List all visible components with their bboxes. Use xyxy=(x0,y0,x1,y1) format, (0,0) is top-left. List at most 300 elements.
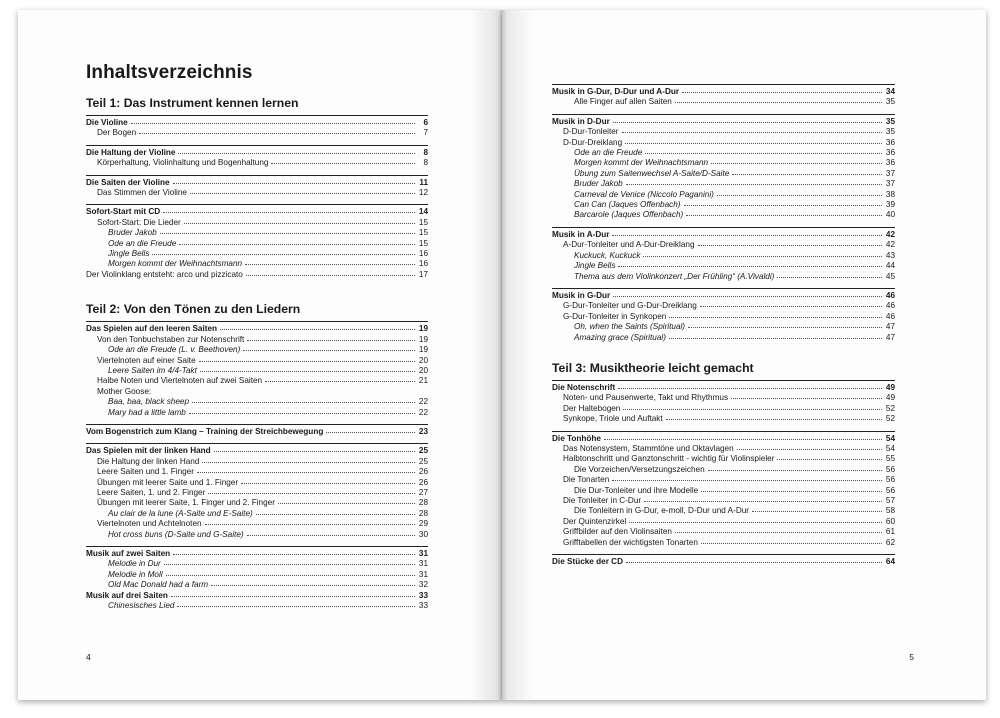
dot-leader xyxy=(189,413,415,414)
dot-leader xyxy=(247,340,415,341)
dot-leader xyxy=(688,327,882,328)
toc-entry-page: 26 xyxy=(418,467,428,477)
section-part-3 xyxy=(552,361,895,568)
toc-entry xyxy=(86,478,428,488)
dot-leader xyxy=(686,215,882,216)
toc-entry-page: 30 xyxy=(418,529,428,539)
dot-leader xyxy=(675,102,882,103)
toc-entry xyxy=(86,397,428,407)
toc-entry-page: 8 xyxy=(423,147,428,157)
dot-leader xyxy=(177,606,415,607)
toc-chapter-entry xyxy=(86,148,428,158)
toc-entry-page: 37 xyxy=(885,179,895,189)
page-number: 4 xyxy=(86,652,91,662)
dot-leader xyxy=(179,244,415,245)
toc-entry-page: 58 xyxy=(885,506,895,516)
toc-entry-page: 27 xyxy=(418,487,428,497)
toc-group xyxy=(86,424,428,437)
toc-entry-title: Körperhaltung, Violinhaltung und Bogenhaltung xyxy=(97,158,269,168)
dot-leader xyxy=(675,532,882,533)
toc-entry-title: Übungen mit leerer Saite, 1. Finger und 2. Finger xyxy=(97,498,275,508)
toc-entry-title: Melodie in Moll xyxy=(108,569,163,579)
toc-group xyxy=(552,431,895,548)
toc-entry-page: 62 xyxy=(885,537,895,547)
toc-entry-title: Musik in D-Dur xyxy=(552,116,610,126)
toc-entry-page: 55 xyxy=(885,454,895,464)
dot-leader xyxy=(613,296,882,297)
toc-entry xyxy=(552,538,895,548)
toc-entry-page: 49 xyxy=(885,393,895,403)
toc-entry-title: Sofort-Start mit CD xyxy=(86,207,161,217)
toc-entry-page: 23 xyxy=(418,426,428,436)
toc-group xyxy=(86,443,428,540)
toc-entry-page: 39 xyxy=(885,200,895,210)
dot-leader xyxy=(612,235,882,236)
toc-entry-page: 52 xyxy=(885,403,895,413)
open-book xyxy=(18,10,986,700)
toc-entry-title: Hot cross buns (D-Saite und G-Saite) xyxy=(108,529,244,539)
toc-entry-page: 20 xyxy=(418,355,428,365)
toc-entry-title: Synkope, Triole und Auftakt xyxy=(563,414,663,424)
toc-entry xyxy=(552,127,895,137)
toc-entry-page: 19 xyxy=(418,324,428,334)
toc-entry-page: 47 xyxy=(885,322,895,332)
dot-leader xyxy=(256,514,415,515)
dot-leader xyxy=(717,195,882,196)
toc-entry-title: Musik in G-Dur, D-Dur und A-Dur xyxy=(552,87,680,96)
toc-entry-title: Halbtonschritt und Ganztonschritt - wichtig für Violinspieler xyxy=(563,454,775,464)
toc-entry-page: 46 xyxy=(885,311,895,321)
toc-chapter-entry xyxy=(86,178,428,188)
dot-leader xyxy=(211,585,415,586)
dot-leader xyxy=(623,409,882,410)
toc-entry-title: Das Stimmen der Violine xyxy=(97,188,187,198)
toc-entry-page: 34 xyxy=(885,87,895,96)
toc-entry-page: 25 xyxy=(418,456,428,466)
toc-entry-page: 47 xyxy=(885,332,895,342)
toc-entry xyxy=(86,335,428,345)
dot-leader xyxy=(708,470,882,471)
toc-entry-title: Old Mac Donald had a farm xyxy=(108,580,209,590)
toc-entry-page: 28 xyxy=(418,508,428,518)
dot-leader xyxy=(626,562,882,563)
left-page xyxy=(18,10,502,700)
toc-entry xyxy=(552,272,895,282)
toc-group xyxy=(552,114,895,221)
dot-leader xyxy=(711,163,882,164)
toc-group xyxy=(86,204,428,280)
dot-leader xyxy=(199,361,415,362)
toc-entry-title: Die Violine xyxy=(86,118,128,127)
dot-leader xyxy=(326,432,415,433)
toc-entry-page: 40 xyxy=(885,210,895,220)
toc-entry-page: 19 xyxy=(418,345,428,355)
toc-group xyxy=(552,288,895,343)
toc-entry-page: 60 xyxy=(885,516,895,526)
dot-leader xyxy=(666,419,882,420)
dot-leader xyxy=(184,223,415,224)
toc-entry-page: 29 xyxy=(418,519,428,529)
toc-entry-page: 52 xyxy=(885,414,895,424)
dot-leader xyxy=(205,524,415,525)
toc-entry-title: Die Haltung der Violine xyxy=(86,147,176,157)
toc-entry-page: 36 xyxy=(885,148,895,158)
toc-entry-page: 8 xyxy=(423,158,428,168)
dot-leader xyxy=(202,462,415,463)
left-page-content xyxy=(86,62,428,633)
toc-group xyxy=(86,145,428,169)
dot-leader xyxy=(220,329,415,330)
toc-entry-title: A-Dur-Tonleiter und A-Dur-Dreiklang xyxy=(563,240,695,250)
toc-entry xyxy=(86,601,428,611)
toc-group xyxy=(552,554,895,567)
toc-entry xyxy=(86,519,428,529)
toc-entry-page: 64 xyxy=(885,557,895,567)
section-part-1 xyxy=(86,96,428,280)
toc-entry-title: Die Saiten der Violine xyxy=(86,177,170,187)
toc-chapter-entry xyxy=(552,291,895,301)
toc-entry xyxy=(86,345,428,355)
dot-leader xyxy=(246,275,415,276)
toc-entry-page: 16 xyxy=(418,249,428,259)
toc-entry xyxy=(552,97,895,107)
dot-leader xyxy=(178,153,415,154)
toc-chapter-entry xyxy=(86,324,428,334)
toc-group xyxy=(86,175,428,199)
toc-chapter-entry xyxy=(86,207,428,217)
toc-entry-page: 45 xyxy=(885,271,895,281)
toc-entry-title: Ode an die Freude xyxy=(574,148,643,158)
toc-entry xyxy=(552,200,895,210)
toc-title: Inhaltsverzeichnis xyxy=(86,62,253,83)
toc-entry-page: 22 xyxy=(418,407,428,417)
toc-entry-title: Griffbilder auf den Violinsaiten xyxy=(563,527,672,537)
toc-chapter-entry xyxy=(86,591,428,601)
toc-entry-page: 36 xyxy=(885,158,895,168)
dot-leader xyxy=(192,402,415,403)
toc-entry-page: 35 xyxy=(885,127,895,137)
toc-entry-page: 56 xyxy=(885,464,895,474)
toc-group xyxy=(86,546,428,611)
toc-entry-title: Grifftabellen der wichtigsten Tonarten xyxy=(563,537,698,547)
toc-entry xyxy=(86,509,428,519)
toc-entry-title: Au clair de la lune (A-Saite und E-Saite) xyxy=(108,508,253,518)
toc-entry xyxy=(86,356,428,366)
toc-entry-title: Carneval de Venice (Niccolo Paganini) xyxy=(574,189,714,199)
toc-entry-page: 17 xyxy=(418,269,428,279)
dot-leader xyxy=(682,92,882,93)
dot-leader xyxy=(200,371,415,372)
dot-leader xyxy=(190,193,415,194)
toc-entry-title: Von den Tonbuchstaben zur Notenschrift xyxy=(97,334,245,344)
section-part-2 xyxy=(86,302,428,611)
toc-entry-page: 32 xyxy=(418,580,428,590)
toc-chapter-entry xyxy=(86,446,428,456)
toc-entry-page: 19 xyxy=(418,334,428,344)
dot-leader xyxy=(737,449,882,450)
toc-entry-title: Mary had a little lamb xyxy=(108,407,186,417)
dot-leader xyxy=(645,153,882,154)
dot-leader xyxy=(612,480,882,481)
toc-entry-title: Musik auf drei Saiten xyxy=(86,590,168,600)
toc-entry-page: 35 xyxy=(885,116,895,126)
toc-entry-page: 25 xyxy=(418,446,428,456)
toc-entry xyxy=(86,228,428,238)
toc-entry-title: Oh, when the Saints (Spiritual) xyxy=(574,322,686,332)
toc-entry-title: Morgen kommt der Weihnachtsmann xyxy=(108,259,243,269)
dot-leader xyxy=(245,264,415,265)
toc-entry-page: 26 xyxy=(418,477,428,487)
dot-leader xyxy=(164,564,415,565)
toc-entry-title: Übung zum Saitenwechsel A-Saite/D-Saite xyxy=(574,168,730,178)
toc-entry-title: Sofort-Start: Die Lieder xyxy=(97,217,181,227)
toc-entry xyxy=(552,506,895,516)
toc-entry xyxy=(552,138,895,148)
toc-entry xyxy=(552,404,895,414)
toc-chapter-entry xyxy=(552,230,895,240)
dot-leader xyxy=(243,350,415,351)
toc-chapter-entry xyxy=(552,117,895,127)
toc-entry xyxy=(86,158,428,168)
toc-entry-page: 61 xyxy=(885,527,895,537)
dot-leader xyxy=(731,398,882,399)
toc-entry-title: Leere Saiten, 1. und 2. Finger xyxy=(97,487,206,497)
toc-entry xyxy=(86,530,428,540)
dot-leader xyxy=(171,596,415,597)
toc-entry-page: 16 xyxy=(418,259,428,269)
toc-entry-title: Das Notensystem, Stammtöne und Oktavlagen xyxy=(563,443,734,453)
toc-entry xyxy=(552,475,895,485)
toc-entry-title: Die Stücke der CD xyxy=(552,557,623,567)
toc-entry-title: Chinesisches Lied xyxy=(108,601,175,611)
toc-entry-title: Barcarole (Jaques Offenbach) xyxy=(574,210,684,220)
dot-leader xyxy=(247,535,415,536)
toc-entry-page: 22 xyxy=(418,397,428,407)
toc-entry xyxy=(552,333,895,343)
toc-entry xyxy=(552,261,895,271)
toc-entry-page: 21 xyxy=(418,376,428,386)
toc-entry xyxy=(552,393,895,403)
toc-entry-title: Musik in G-Dur xyxy=(552,290,611,300)
toc-entry xyxy=(552,158,895,168)
toc-entry xyxy=(86,488,428,498)
toc-entry-page: 28 xyxy=(418,498,428,508)
toc-chapter-entry xyxy=(552,383,895,393)
toc-entry-title: Der Quintenzirkel xyxy=(563,516,627,526)
toc-entry-title: Ode an die Freude xyxy=(108,238,177,248)
toc-entry-title: Halbe Noten und Viertelnoten auf zwei Saiten xyxy=(97,376,263,386)
toc-group xyxy=(86,321,428,418)
toc-entry-title: Das Spielen auf den leeren Saiten xyxy=(86,324,218,334)
dot-leader xyxy=(265,381,415,382)
toc-entry-title: D-Dur-Tonleiter xyxy=(563,127,619,137)
right-page-content xyxy=(552,84,895,589)
toc-entry xyxy=(86,259,428,269)
dot-leader xyxy=(732,174,882,175)
toc-entry-title: Die Tonleitern in G-Dur, e-moll, D-Dur und A-Dur xyxy=(574,506,750,516)
toc-entry-page: 36 xyxy=(885,137,895,147)
toc-chapter-entry xyxy=(552,557,895,567)
toc-entry-page: 14 xyxy=(418,207,428,217)
dot-leader xyxy=(173,183,415,184)
dot-leader xyxy=(643,256,882,257)
toc-entry-title: Die Notenschrift xyxy=(552,382,616,392)
toc-entry xyxy=(552,210,895,220)
toc-entry xyxy=(552,527,895,537)
dot-leader xyxy=(700,306,882,307)
toc-entry-page: 11 xyxy=(419,177,428,187)
toc-entry xyxy=(86,376,428,386)
page-number: 5 xyxy=(909,652,914,662)
dot-leader xyxy=(173,554,415,555)
toc-entry-page: 42 xyxy=(885,229,895,239)
toc-entry-title: Die Vorzeichen/Versetzungszeichen xyxy=(574,464,705,474)
dot-leader xyxy=(278,503,415,504)
toc-group xyxy=(552,227,895,282)
toc-entry xyxy=(86,498,428,508)
toc-group xyxy=(86,115,428,139)
toc-entry-title: Thema aus dem Violinkonzert „Der Frühling“ (A.Vivaldi) xyxy=(574,271,775,281)
dot-leader xyxy=(644,501,882,502)
toc-chapter-entry xyxy=(552,434,895,444)
toc-chapter-entry xyxy=(86,427,428,437)
toc-entry-page: 31 xyxy=(418,549,428,558)
toc-entry xyxy=(552,148,895,158)
dot-leader xyxy=(160,233,415,234)
dot-leader xyxy=(701,543,882,544)
toc-entry xyxy=(552,179,895,189)
toc-entry-title: Viertelnoten und Achtelnoten xyxy=(97,519,202,529)
section-heading: Teil 2: Von den Tönen zu den Liedern xyxy=(86,302,301,317)
dot-leader xyxy=(625,143,882,144)
toc-entry-page: 49 xyxy=(885,382,895,392)
toc-entry xyxy=(86,128,428,138)
toc-entry-title: Die Dur-Tonleiter und ihre Modelle xyxy=(574,485,699,495)
toc-entry-title: Baa, baa, black sheep xyxy=(108,397,190,407)
toc-chapter-entry xyxy=(552,87,895,97)
dot-leader xyxy=(684,205,883,206)
toc-entry xyxy=(86,218,428,228)
toc-entry-title: G-Dur-Tonleiter und G-Dur-Dreiklang xyxy=(563,301,697,311)
toc-entry-page: 15 xyxy=(418,217,428,227)
toc-entry xyxy=(552,190,895,200)
section-heading: Teil 3: Musiktheorie leicht gemacht xyxy=(552,360,754,375)
toc-entry-page: 15 xyxy=(418,238,428,248)
toc-entry-page: 56 xyxy=(885,485,895,495)
toc-entry-page: 38 xyxy=(885,189,895,199)
right-top-groups xyxy=(552,84,895,343)
toc-entry-title: Vom Bogenstrich zum Klang – Training der Streichbewegung xyxy=(86,426,324,436)
dot-leader xyxy=(618,266,882,267)
dot-leader xyxy=(669,338,882,339)
toc-entry-title: Melodie in Dur xyxy=(108,559,161,569)
toc-entry-page: 31 xyxy=(418,569,428,579)
toc-entry-page: 46 xyxy=(885,301,895,311)
toc-entry-page: 44 xyxy=(885,261,895,271)
toc-entry xyxy=(552,444,895,454)
toc-entry xyxy=(552,312,895,322)
toc-entry-title: Mother Goose: xyxy=(97,386,152,396)
dot-leader xyxy=(698,245,882,246)
toc-entry-page: 54 xyxy=(885,433,895,443)
dot-leader xyxy=(777,277,882,278)
dot-leader xyxy=(777,459,882,460)
dot-leader xyxy=(622,132,882,133)
left-sections xyxy=(86,96,428,611)
toc-entry-title: Der Violinklang entsteht: arco und pizzicato xyxy=(86,269,243,279)
toc-entry-page: 12 xyxy=(418,188,428,198)
toc-entry-page: 37 xyxy=(885,168,895,178)
dot-leader xyxy=(214,451,415,452)
toc-entry xyxy=(552,486,895,496)
dot-leader xyxy=(618,388,882,389)
toc-entry xyxy=(86,457,428,467)
toc-entry xyxy=(86,408,428,418)
toc-entry xyxy=(86,467,428,477)
dot-leader xyxy=(626,184,882,185)
toc-entry-page: 42 xyxy=(885,240,895,250)
toc-entry-page: 35 xyxy=(885,97,895,107)
toc-entry-title: Musik in A-Dur xyxy=(552,229,610,239)
toc-entry-title: Ode an die Freude (L. v. Beethoven) xyxy=(108,345,241,355)
right-page xyxy=(502,10,986,700)
toc-entry-title: Der Haltebogen xyxy=(563,403,621,413)
toc-chapter-entry xyxy=(86,549,428,559)
dot-leader xyxy=(613,122,882,123)
toc-entry xyxy=(552,517,895,527)
toc-entry-page: 31 xyxy=(418,559,428,569)
toc-entry-title: Die Tonleiter in C-Dur xyxy=(563,496,642,505)
toc-entry-title: Jingle Bells xyxy=(574,261,616,271)
dot-leader xyxy=(604,439,882,440)
toc-entry-title: G-Dur-Tonleiter in Synkopen xyxy=(563,311,667,321)
toc-entry-title: Alle Finger auf allen Saiten xyxy=(574,97,672,107)
toc-entry xyxy=(552,251,895,261)
toc-entry-title: Leere Saiten und 1. Finger xyxy=(97,467,194,477)
toc-entry-title: Die Tonarten xyxy=(563,475,610,485)
toc-entry-page: 20 xyxy=(418,365,428,375)
toc-entry xyxy=(86,366,428,376)
toc-entry xyxy=(86,570,428,580)
dot-leader xyxy=(152,254,415,255)
dot-leader xyxy=(197,472,415,473)
dot-leader xyxy=(241,483,415,484)
toc-entry-page: 15 xyxy=(418,228,428,238)
toc-entry xyxy=(86,580,428,590)
toc-entry-title: Amazing grace (Spiritual) xyxy=(574,332,666,342)
toc-entry xyxy=(552,240,895,250)
section-heading: Teil 1: Das Instrument kennen lernen xyxy=(86,96,299,110)
dot-leader xyxy=(669,317,882,318)
dot-leader xyxy=(271,163,415,164)
toc-entry-page: 46 xyxy=(885,290,895,300)
toc-entry-page: 56 xyxy=(885,475,895,485)
toc-entry xyxy=(86,249,428,259)
toc-entry-title: Musik auf zwei Saiten xyxy=(86,549,171,558)
toc-entry xyxy=(552,496,895,506)
toc-entry-title: Die Tonhöhe xyxy=(552,433,601,443)
toc-entry xyxy=(86,188,428,198)
toc-entry xyxy=(552,465,895,475)
toc-entry-title: Übungen mit leerer Saite und 1. Finger xyxy=(97,477,239,487)
toc-entry-title: Der Bogen xyxy=(97,128,137,138)
dot-leader xyxy=(163,212,415,213)
dot-leader xyxy=(166,575,415,576)
toc-entry-title: Jingle Bells xyxy=(108,249,150,259)
dot-leader xyxy=(139,133,415,134)
toc-entry xyxy=(552,322,895,332)
toc-entry-page: 33 xyxy=(418,590,428,600)
